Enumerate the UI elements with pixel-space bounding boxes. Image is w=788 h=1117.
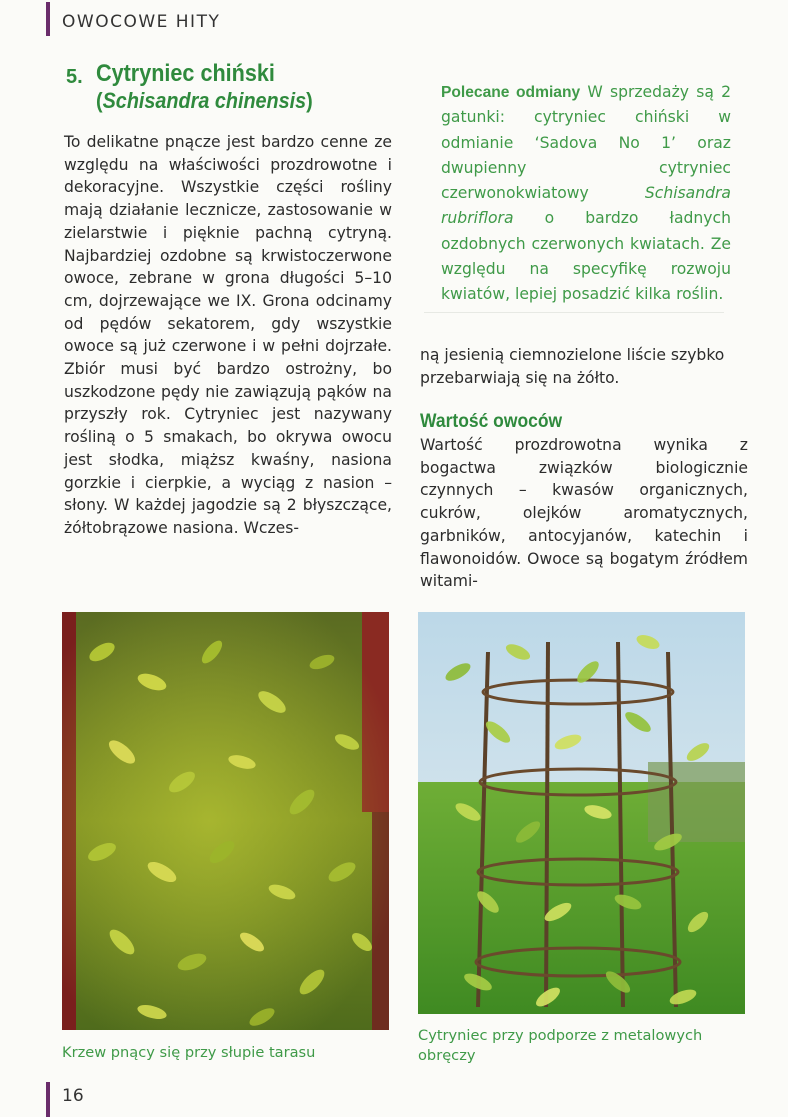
varieties-text-a: W sprzedaży są 2 gatunki: cytryniec chiński w odmianie ‘Sadova No 1’ oraz dwupienny cytryniec czerwonokwiatowy <box>441 83 731 203</box>
photo-shrub-terrace-image <box>62 612 389 1030</box>
body-text-left: To delikatne pnącze jest bardzo cenne ze względu na właściwości prozdrowotne i dekoracyjne. Wszystkie części rośliny mają działanie lecznicze, zastosowanie w zielarstwie i pięknie pachną cytryną. Najbardziej ozdobne są krwistoczerwone owoce, zebrane w grona długości 5–10 cm, dojrzewające we IX. Grona odcinamy od pędów sekatorem, gdy wszystkie owoce są już czerwone i w pełni dojrzałe. Zbiór musi być bardzo ostrożny, bo uszkodzone pędy nie zawiązują pąków na przyszły rok. Cytryniec jest nazywany rośliną o 5 smakach, bo okrywa owocu jest słodka, miąższ kwaśny, nasiona gorzkie i cierpkie, a wyciąg z nasion – słony. W każdej jagodzie są 2 błyszczące, żółtobrązowe nasiona. Wczes- <box>64 133 392 537</box>
varieties-box <box>441 80 731 308</box>
latin-open-paren: ( <box>96 88 103 113</box>
article-number: 5. <box>66 66 83 88</box>
article-title: Cytryniec chiński <box>96 60 275 87</box>
photo-hoop-support <box>418 612 745 1014</box>
page-number: 16 <box>62 1086 84 1106</box>
varieties-latin: Schisandra rubriflora <box>441 184 731 228</box>
section-marker-bar <box>46 2 50 36</box>
page-number-bar <box>46 1082 50 1117</box>
section-title: OWOCOWE HITY <box>62 12 221 32</box>
photo-shrub-terrace <box>62 612 389 1030</box>
value-heading: Wartość owoców <box>420 411 563 432</box>
body-text-right: Wartość prozdrowotna wynika z bogactwa związków biologicznie czynnych – kwasów organicznych, cukrów, olejków aromatycznych, garbników, antocyjanów, katechin i flawonoidów. Owoce są bogatym źródłem witami- <box>420 436 748 591</box>
varieties-lead: Polecane odmiany <box>441 84 581 101</box>
photo-hoop-support-image <box>418 612 745 1014</box>
caption-left: Krzew pnący się przy słupie tarasu <box>62 1044 316 1061</box>
box-divider <box>424 312 724 313</box>
latin-name-text: Schisandra chinensis <box>102 88 307 113</box>
caption-right: Cytryniec przy podporze z metalowych obręczy <box>418 1027 703 1064</box>
body-text-right-continued: ną jesienią ciemnozielone liście szybko przebarwiają się na żółto. <box>420 346 725 387</box>
article-latin-name <box>96 88 313 114</box>
varieties-text-b: o bardzo ładnych ozdobnych czerwonych kwiatach. Ze względu na specyfikę rozwoju kwiatów, lepiej posadzić kilka roślin. <box>441 209 731 304</box>
latin-close-paren: ) <box>306 88 313 113</box>
